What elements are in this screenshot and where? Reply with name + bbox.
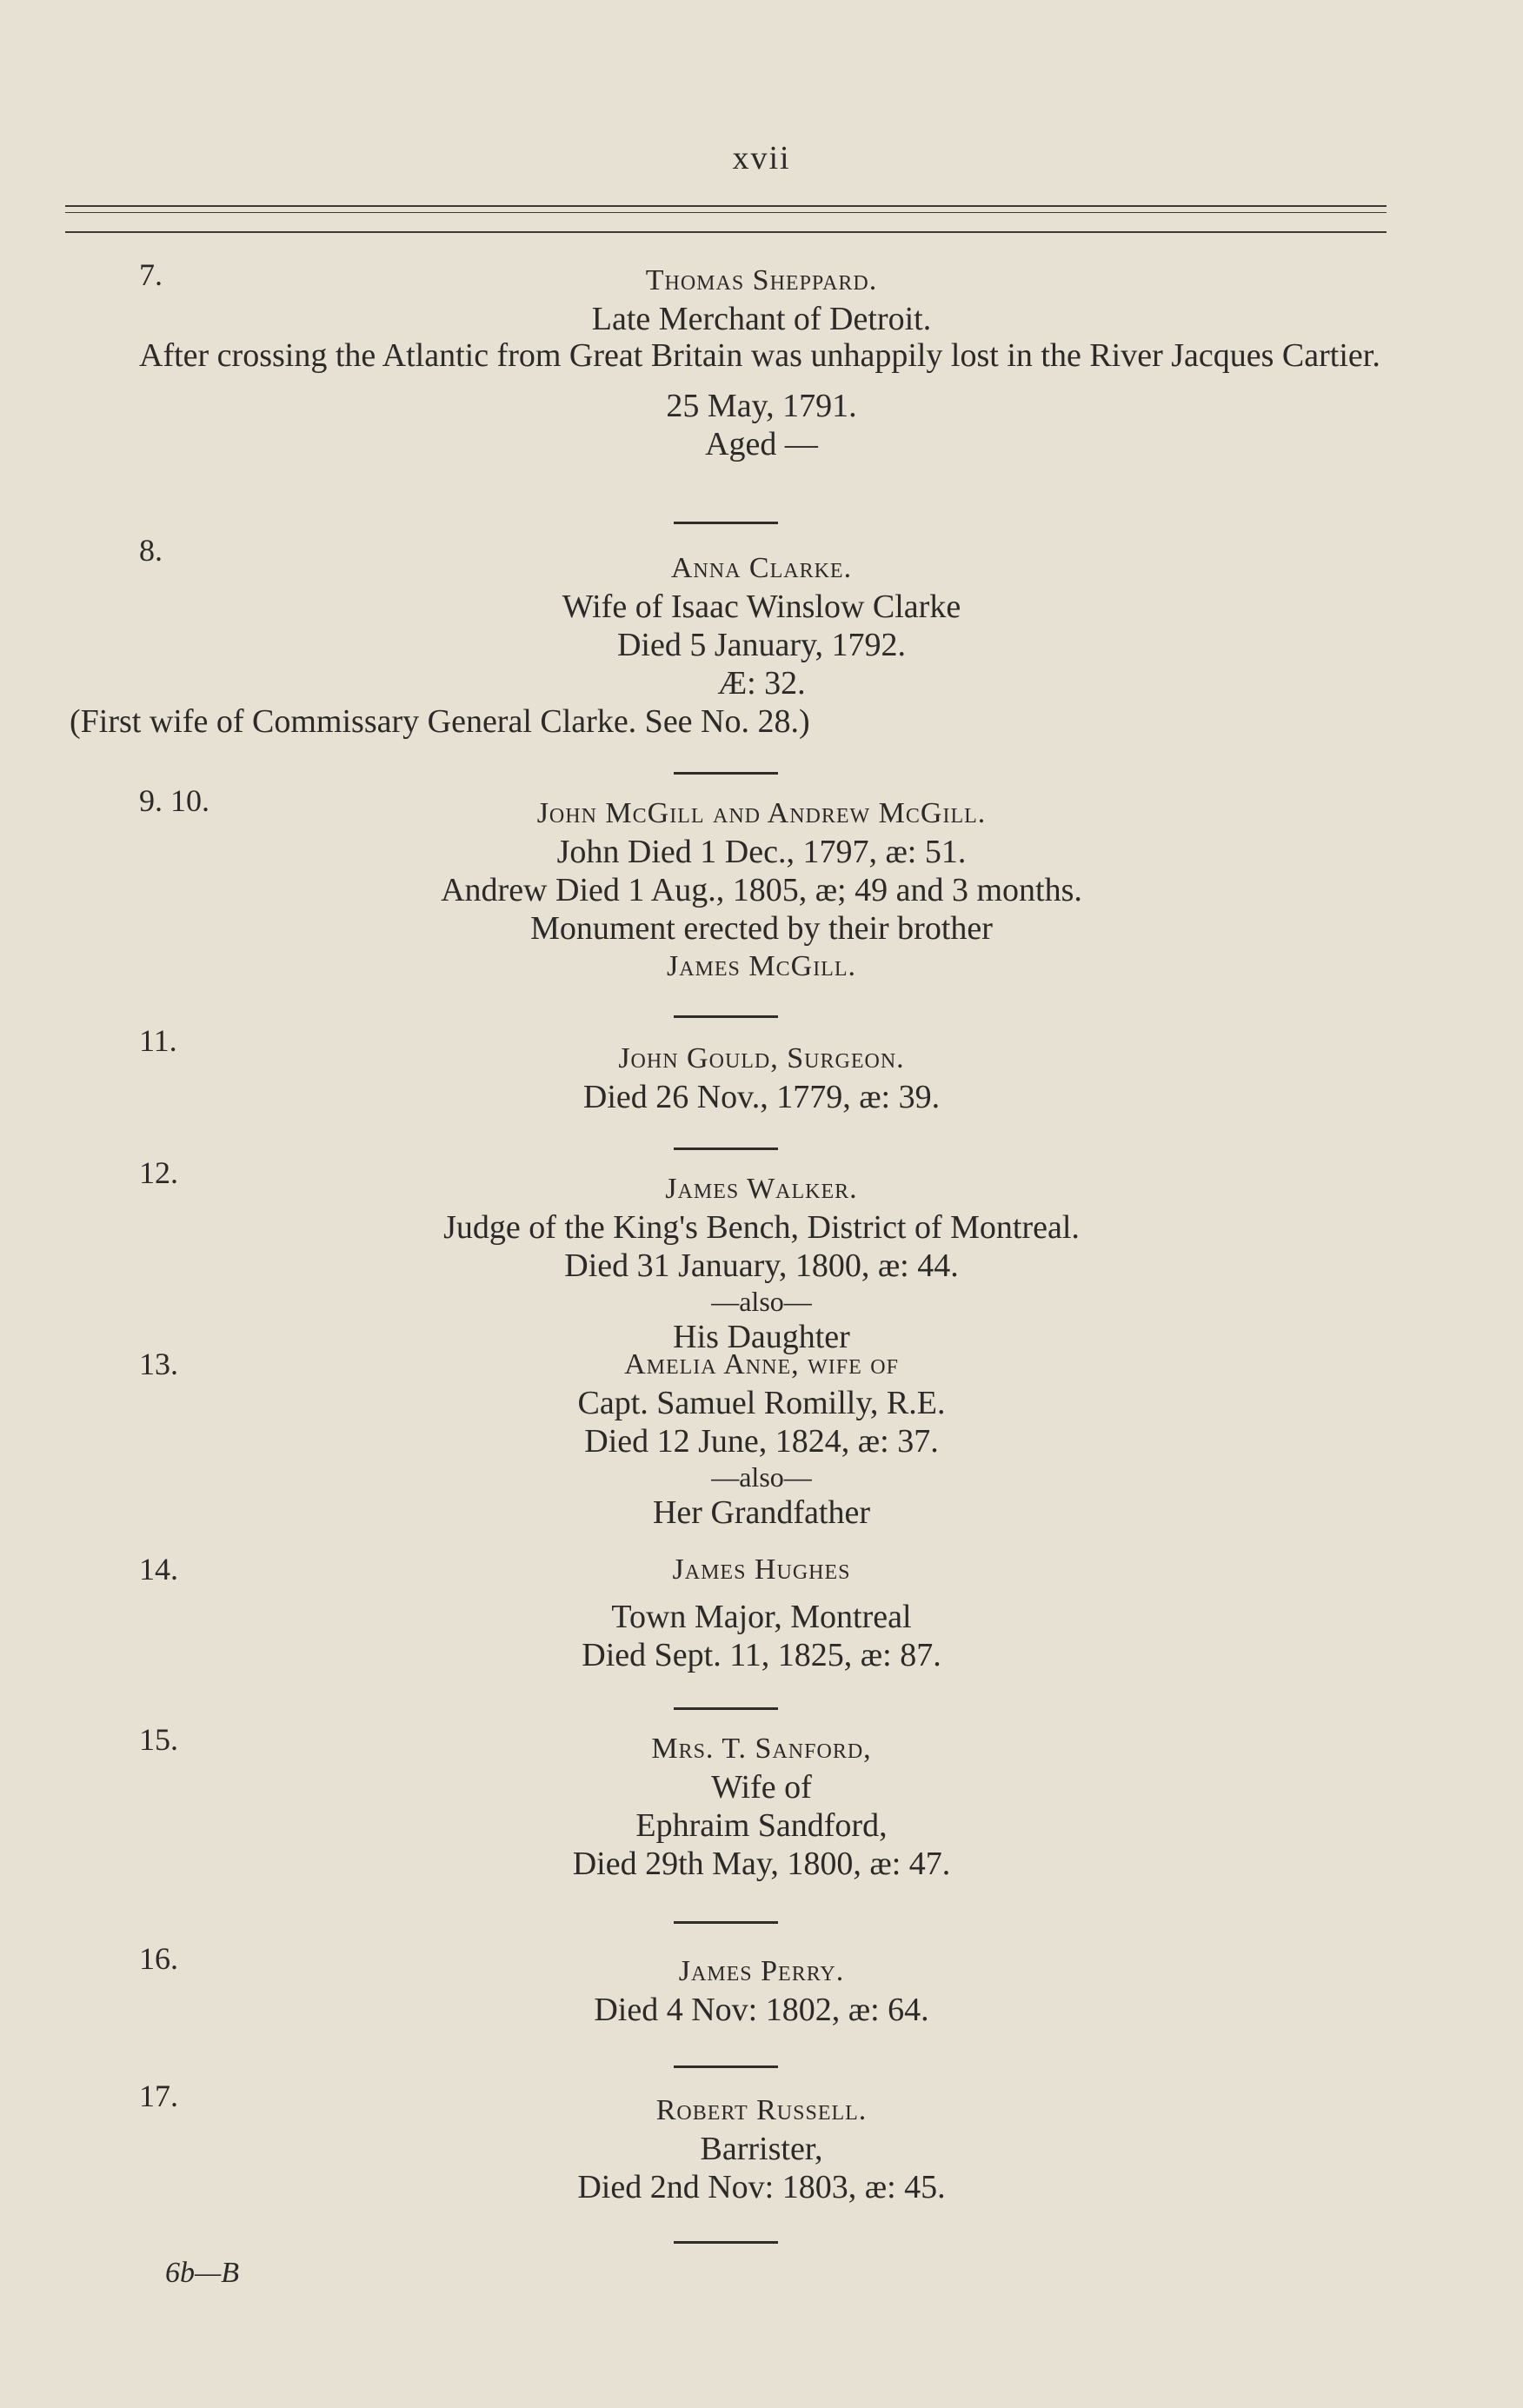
- entry-name: James Walker.: [665, 1173, 858, 1205]
- entry-8: [0, 532, 1523, 741]
- separator: [674, 1921, 778, 1924]
- entry-name: James Hughes: [672, 1553, 851, 1586]
- entry-line: Monument erected by their brother: [530, 910, 993, 947]
- separator: [674, 2241, 778, 2244]
- entry-line: Wife of Isaac Winslow Clarke: [562, 589, 961, 625]
- entry-number: 11.: [139, 1023, 177, 1058]
- header-rule-lower: [65, 231, 1387, 233]
- entry-9-10: [0, 782, 1523, 986]
- entry-line: His Daughter: [673, 1319, 850, 1355]
- separator: [674, 2065, 778, 2068]
- entry-number: 14.: [139, 1552, 178, 1586]
- entry-11: [0, 1022, 1523, 1116]
- entry-line: Died 31 January, 1800, æ: 44.: [564, 1247, 959, 1284]
- entry-number: 8.: [139, 533, 163, 568]
- entry-line: Died Sept. 11, 1825, æ: 87.: [582, 1637, 941, 1673]
- header-rule: [65, 205, 1387, 207]
- entry-number: 15.: [139, 1722, 178, 1757]
- entry-name: Mrs. T. Sanford,: [651, 1733, 872, 1765]
- entry-line: John Died 1 Dec., 1797, æ: 51.: [556, 834, 967, 870]
- entry-name-secondary: James McGill.: [666, 950, 857, 982]
- entry-line: Andrew Died 1 Aug., 1805, æ; 49 and 3 months.: [441, 872, 1082, 908]
- entry-12: [0, 1154, 1523, 1356]
- entry-name: John Gould, Surgeon.: [618, 1042, 905, 1074]
- entry-number: 17.: [139, 2079, 178, 2113]
- entry-number: 12.: [139, 1155, 178, 1190]
- entry-line: 25 May, 1791.: [666, 388, 857, 424]
- entry-number: 9. 10.: [139, 783, 209, 818]
- separator: [674, 1707, 778, 1710]
- entry-7: [0, 256, 1523, 463]
- entry-number: 13.: [139, 1347, 178, 1381]
- entry-line: Ephraim Sandford,: [635, 1807, 888, 1844]
- signature-mark: 6b—B: [165, 2257, 239, 2289]
- entry-line: —also—: [711, 1461, 812, 1493]
- entry-line: Died 12 June, 1824, æ: 37.: [584, 1423, 939, 1460]
- separator: [674, 1147, 778, 1150]
- entry-line: Æ: 32.: [717, 665, 806, 702]
- entry-17: [0, 2078, 1523, 2206]
- separator: [674, 522, 778, 524]
- separator: [674, 1015, 778, 1018]
- entry-paragraph: After crossing the Atlantic from Great Britain was unhappily lost in the River Jacques Cartier.: [139, 337, 1380, 374]
- entry-line: Died 29th May, 1800, æ: 47.: [572, 1846, 951, 1882]
- entry-13: [0, 1346, 1523, 1532]
- entry-line: Capt. Samuel Romilly, R.E.: [577, 1385, 946, 1421]
- entry-line: Died 2nd Nov: 1803, æ: 45.: [577, 2169, 946, 2205]
- entry-line: Town Major, Montreal: [611, 1599, 912, 1635]
- entry-number: 16.: [139, 1941, 178, 1976]
- entry-name: James Perry.: [678, 1955, 845, 1987]
- entry-line: Her Grandfather: [652, 1494, 871, 1531]
- entry-15: [0, 1721, 1523, 1883]
- entry-line: Wife of: [711, 1769, 812, 1806]
- entry-line: —also—: [711, 1286, 812, 1317]
- entry-name: John McGill and Andrew McGill.: [536, 797, 987, 829]
- entry-line: Died 5 January, 1792.: [616, 627, 907, 663]
- page-number: xvii: [732, 140, 791, 176]
- entry-line: Barrister,: [700, 2131, 823, 2167]
- entry-name: Thomas Sheppard.: [645, 264, 878, 296]
- entry-line: Aged —: [705, 426, 818, 462]
- entry-line: Judge of the King's Bench, District of Montreal.: [443, 1209, 1080, 1246]
- entry-name: Amelia Anne, wife of: [624, 1348, 899, 1380]
- entry-line: Late Merchant of Detroit.: [591, 301, 932, 337]
- entry-line: Died 4 Nov: 1802, æ: 64.: [594, 1992, 929, 2028]
- entry-note: (First wife of Commissary General Clarke. See No. 28.): [70, 703, 810, 740]
- header-rule-thin: [65, 212, 1387, 213]
- separator: [674, 772, 778, 775]
- entry-line: Died 26 Nov., 1779, æ: 39.: [582, 1079, 941, 1115]
- entry-name: Anna Clarke.: [670, 552, 853, 584]
- entry-number: 7.: [139, 257, 163, 292]
- entry-14: [0, 1551, 1523, 1674]
- entry-name: Robert Russell.: [655, 2094, 868, 2126]
- entry-16: [0, 1940, 1523, 2029]
